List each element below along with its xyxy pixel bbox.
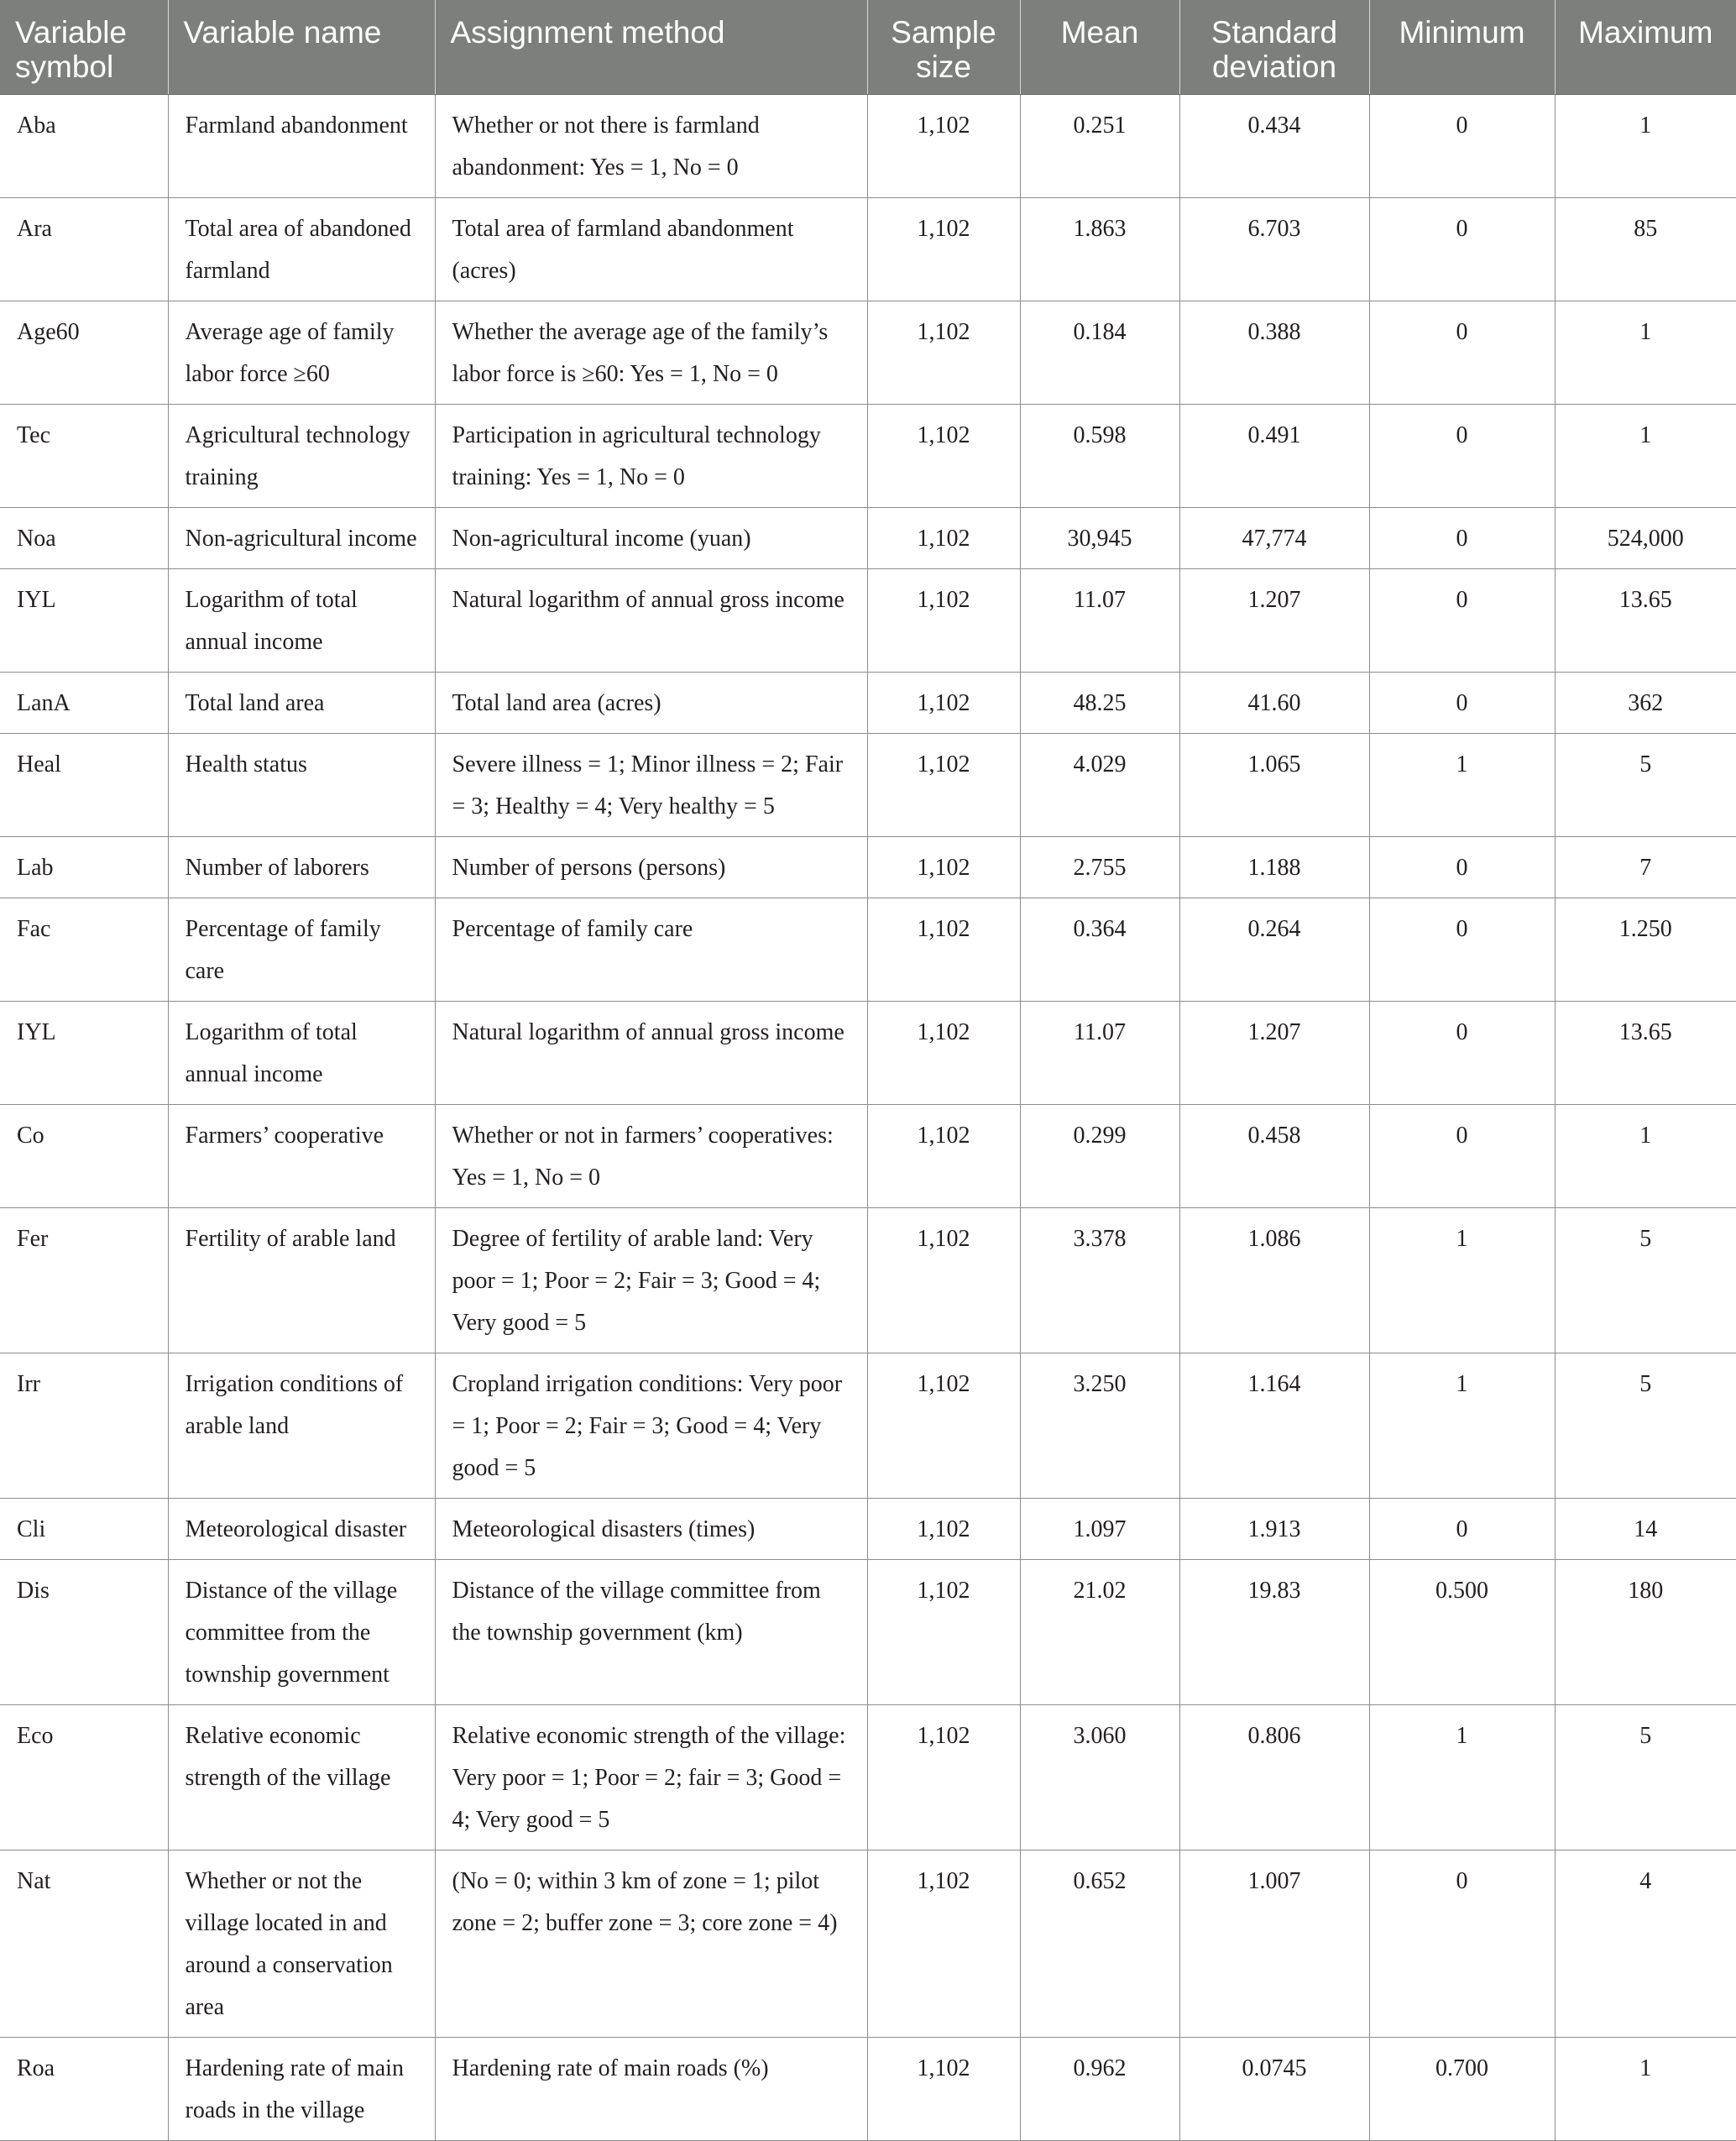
cell-minimum: 0 [1369,1850,1555,2037]
cell-variable-symbol: Fer [0,1207,168,1353]
cell-minimum: 0 [1369,197,1555,301]
cell-sample-size: 1,102 [867,2037,1020,2140]
cell-variable-name: Agricultural technology training [168,404,435,507]
cell-maximum: 1 [1555,301,1736,404]
cell-variable-name: Whether or not the village located in and around a conservation area [168,1850,435,2037]
cell-standard-deviation: 0.0745 [1179,2037,1369,2140]
cell-variable-name: Distance of the village committee from the township government [168,1559,435,1704]
cell-variable-name: Hardening rate of main roads in the village [168,2037,435,2140]
cell-sample-size: 1,102 [867,404,1020,507]
cell-minimum: 0.500 [1369,1559,1555,1704]
cell-sample-size: 1,102 [867,1104,1020,1207]
header-minimum: Minimum [1369,0,1555,94]
cell-sample-size: 1,102 [867,1353,1020,1498]
cell-assignment-method: (No = 0; within 3 km of zone = 1; pilot zone = 2; buffer zone = 3; core zone = 4) [435,1850,867,2037]
cell-minimum: 1 [1369,1207,1555,1353]
cell-variable-name: Total land area [168,672,435,733]
cell-variable-symbol: Age60 [0,301,168,404]
cell-mean: 0.652 [1020,1850,1179,2037]
cell-variable-symbol: Dis [0,1559,168,1704]
cell-mean: 0.962 [1020,2037,1179,2140]
cell-variable-name: Number of laborers [168,836,435,898]
cell-standard-deviation: 0.491 [1179,404,1369,507]
cell-assignment-method: Total area of farmland abandonment (acres) [435,197,867,301]
cell-maximum: 13.65 [1555,568,1736,672]
cell-variable-symbol: Heal [0,733,168,836]
cell-assignment-method: Severe illness = 1; Minor illness = 2; Fair = 3; Healthy = 4; Very healthy = 5 [435,733,867,836]
cell-mean: 48.25 [1020,672,1179,733]
cell-variable-name: Farmers’ cooperative [168,1104,435,1207]
cell-standard-deviation: 47,774 [1179,507,1369,568]
table-row [0,672,1736,733]
cell-variable-symbol: Co [0,1104,168,1207]
cell-assignment-method: Non-agricultural income (yuan) [435,507,867,568]
cell-standard-deviation: 19.83 [1179,1559,1369,1704]
cell-minimum: 0 [1369,1104,1555,1207]
cell-mean: 2.755 [1020,836,1179,898]
cell-mean: 3.250 [1020,1353,1179,1498]
cell-maximum: 14 [1555,1498,1736,1559]
table-row [0,733,1736,836]
table-row [0,1850,1736,2037]
cell-variable-symbol: Cli [0,1498,168,1559]
cell-assignment-method: Participation in agricultural technology training: Yes = 1, No = 0 [435,404,867,507]
cell-variable-symbol: Tec [0,404,168,507]
table-row [0,1559,1736,1704]
header-variable-name: Variable name [168,0,435,94]
cell-sample-size: 1,102 [867,1559,1020,1704]
cell-standard-deviation: 0.434 [1179,94,1369,197]
cell-mean: 3.060 [1020,1704,1179,1850]
cell-variable-symbol: IYL [0,568,168,672]
header-standard-deviation: Standard deviation [1179,0,1369,94]
cell-assignment-method: Distance of the village committee from the township government (km) [435,1559,867,1704]
cell-variable-name: Logarithm of total annual income [168,568,435,672]
cell-variable-symbol: IYL [0,1001,168,1104]
table-row [0,1498,1736,1559]
cell-sample-size: 1,102 [867,1498,1020,1559]
cell-standard-deviation: 1.207 [1179,568,1369,672]
cell-assignment-method: Whether the average age of the family’s labor force is ≥60: Yes = 1, No = 0 [435,301,867,404]
cell-maximum: 7 [1555,836,1736,898]
cell-mean: 0.299 [1020,1104,1179,1207]
cell-variable-name: Average age of family labor force ≥60 [168,301,435,404]
cell-sample-size: 1,102 [867,301,1020,404]
table-row [0,898,1736,1001]
cell-variable-symbol: Noa [0,507,168,568]
cell-maximum: 4 [1555,1850,1736,2037]
table-row [0,836,1736,898]
table-row [0,1353,1736,1498]
cell-mean: 21.02 [1020,1559,1179,1704]
cell-sample-size: 1,102 [867,507,1020,568]
cell-mean: 0.251 [1020,94,1179,197]
cell-maximum: 1 [1555,1104,1736,1207]
cell-assignment-method: Number of persons (persons) [435,836,867,898]
cell-mean: 1.863 [1020,197,1179,301]
cell-minimum: 0 [1369,301,1555,404]
cell-assignment-method: Meteorological disasters (times) [435,1498,867,1559]
cell-sample-size: 1,102 [867,94,1020,197]
cell-assignment-method: Whether or not there is farmland abandonment: Yes = 1, No = 0 [435,94,867,197]
cell-variable-name: Logarithm of total annual income [168,1001,435,1104]
cell-mean: 4.029 [1020,733,1179,836]
cell-sample-size: 1,102 [867,197,1020,301]
cell-minimum: 1 [1369,1704,1555,1850]
cell-sample-size: 1,102 [867,898,1020,1001]
cell-maximum: 180 [1555,1559,1736,1704]
cell-variable-name: Farmland abandonment [168,94,435,197]
cell-maximum: 13.65 [1555,1001,1736,1104]
table-row [0,507,1736,568]
cell-maximum: 5 [1555,1207,1736,1353]
table-row [0,1704,1736,1850]
cell-standard-deviation: 6.703 [1179,197,1369,301]
cell-minimum: 0 [1369,568,1555,672]
cell-sample-size: 1,102 [867,568,1020,672]
header-row [0,0,1736,94]
cell-variable-symbol: LanA [0,672,168,733]
cell-maximum: 1 [1555,94,1736,197]
cell-variable-name: Health status [168,733,435,836]
cell-sample-size: 1,102 [867,672,1020,733]
table-row [0,197,1736,301]
header-variable-symbol: Variable symbol [0,0,168,94]
cell-assignment-method: Cropland irrigation conditions: Very poor = 1; Poor = 2; Fair = 3; Good = 4; Very good = 5 [435,1353,867,1498]
cell-sample-size: 1,102 [867,1850,1020,2037]
cell-variable-name: Relative economic strength of the village [168,1704,435,1850]
cell-maximum: 85 [1555,197,1736,301]
table-row [0,94,1736,197]
cell-maximum: 5 [1555,1704,1736,1850]
cell-standard-deviation: 1.164 [1179,1353,1369,1498]
table-row [0,1104,1736,1207]
cell-assignment-method: Hardening rate of main roads (%) [435,2037,867,2140]
header-assignment-method: Assignment method [435,0,867,94]
cell-minimum: 0 [1369,898,1555,1001]
cell-minimum: 0.700 [1369,2037,1555,2140]
cell-mean: 11.07 [1020,568,1179,672]
cell-mean: 0.598 [1020,404,1179,507]
cell-maximum: 5 [1555,733,1736,836]
cell-variable-symbol: Irr [0,1353,168,1498]
header-maximum: Maximum [1555,0,1736,94]
cell-assignment-method: Percentage of family care [435,898,867,1001]
cell-variable-symbol: Aba [0,94,168,197]
cell-mean: 11.07 [1020,1001,1179,1104]
cell-mean: 3.378 [1020,1207,1179,1353]
cell-sample-size: 1,102 [867,836,1020,898]
cell-variable-symbol: Lab [0,836,168,898]
table-body [0,94,1736,2140]
cell-minimum: 0 [1369,94,1555,197]
cell-variable-symbol: Fac [0,898,168,1001]
cell-minimum: 0 [1369,1001,1555,1104]
cell-variable-symbol: Ara [0,197,168,301]
cell-mean: 1.097 [1020,1498,1179,1559]
cell-mean: 0.364 [1020,898,1179,1001]
cell-standard-deviation: 1.207 [1179,1001,1369,1104]
cell-sample-size: 1,102 [867,1704,1020,1850]
cell-variable-name: Fertility of arable land [168,1207,435,1353]
cell-standard-deviation: 0.388 [1179,301,1369,404]
cell-maximum: 362 [1555,672,1736,733]
cell-minimum: 0 [1369,672,1555,733]
cell-sample-size: 1,102 [867,733,1020,836]
cell-variable-symbol: Roa [0,2037,168,2140]
cell-assignment-method: Degree of fertility of arable land: Very poor = 1; Poor = 2; Fair = 3; Good = 4; Very good = 5 [435,1207,867,1353]
header-mean: Mean [1020,0,1179,94]
cell-maximum: 5 [1555,1353,1736,1498]
cell-minimum: 0 [1369,836,1555,898]
cell-maximum: 524,000 [1555,507,1736,568]
cell-variable-symbol: Nat [0,1850,168,2037]
table-row [0,1207,1736,1353]
cell-variable-name: Non-agricultural income [168,507,435,568]
cell-minimum: 0 [1369,404,1555,507]
cell-standard-deviation: 1.065 [1179,733,1369,836]
cell-standard-deviation: 0.458 [1179,1104,1369,1207]
cell-assignment-method: Relative economic strength of the village: Very poor = 1; Poor = 2; fair = 3; Good = 4; Very good = 5 [435,1704,867,1850]
table-row [0,2037,1736,2140]
cell-assignment-method: Whether or not in farmers’ cooperatives: Yes = 1, No = 0 [435,1104,867,1207]
cell-maximum: 1.250 [1555,898,1736,1001]
cell-maximum: 1 [1555,2037,1736,2140]
table-row [0,301,1736,404]
cell-assignment-method: Total land area (acres) [435,672,867,733]
cell-minimum: 0 [1369,507,1555,568]
cell-standard-deviation: 41.60 [1179,672,1369,733]
cell-variable-name: Total area of abandoned farmland [168,197,435,301]
cell-standard-deviation: 1.188 [1179,836,1369,898]
cell-variable-name: Percentage of family care [168,898,435,1001]
cell-sample-size: 1,102 [867,1207,1020,1353]
table-header [0,0,1736,94]
cell-standard-deviation: 1.007 [1179,1850,1369,2037]
cell-standard-deviation: 0.806 [1179,1704,1369,1850]
cell-mean: 0.184 [1020,301,1179,404]
cell-maximum: 1 [1555,404,1736,507]
table-row [0,1001,1736,1104]
cell-standard-deviation: 0.264 [1179,898,1369,1001]
cell-minimum: 1 [1369,733,1555,836]
cell-sample-size: 1,102 [867,1001,1020,1104]
cell-variable-name: Meteorological disaster [168,1498,435,1559]
cell-minimum: 1 [1369,1353,1555,1498]
cell-standard-deviation: 1.086 [1179,1207,1369,1353]
table-row [0,404,1736,507]
cell-variable-name: Irrigation conditions of arable land [168,1353,435,1498]
cell-standard-deviation: 1.913 [1179,1498,1369,1559]
cell-variable-symbol: Eco [0,1704,168,1850]
cell-assignment-method: Natural logarithm of annual gross income [435,1001,867,1104]
header-sample-size: Sample size [867,0,1020,94]
cell-assignment-method: Natural logarithm of annual gross income [435,568,867,672]
table-row [0,568,1736,672]
cell-mean: 30,945 [1020,507,1179,568]
cell-minimum: 0 [1369,1498,1555,1559]
